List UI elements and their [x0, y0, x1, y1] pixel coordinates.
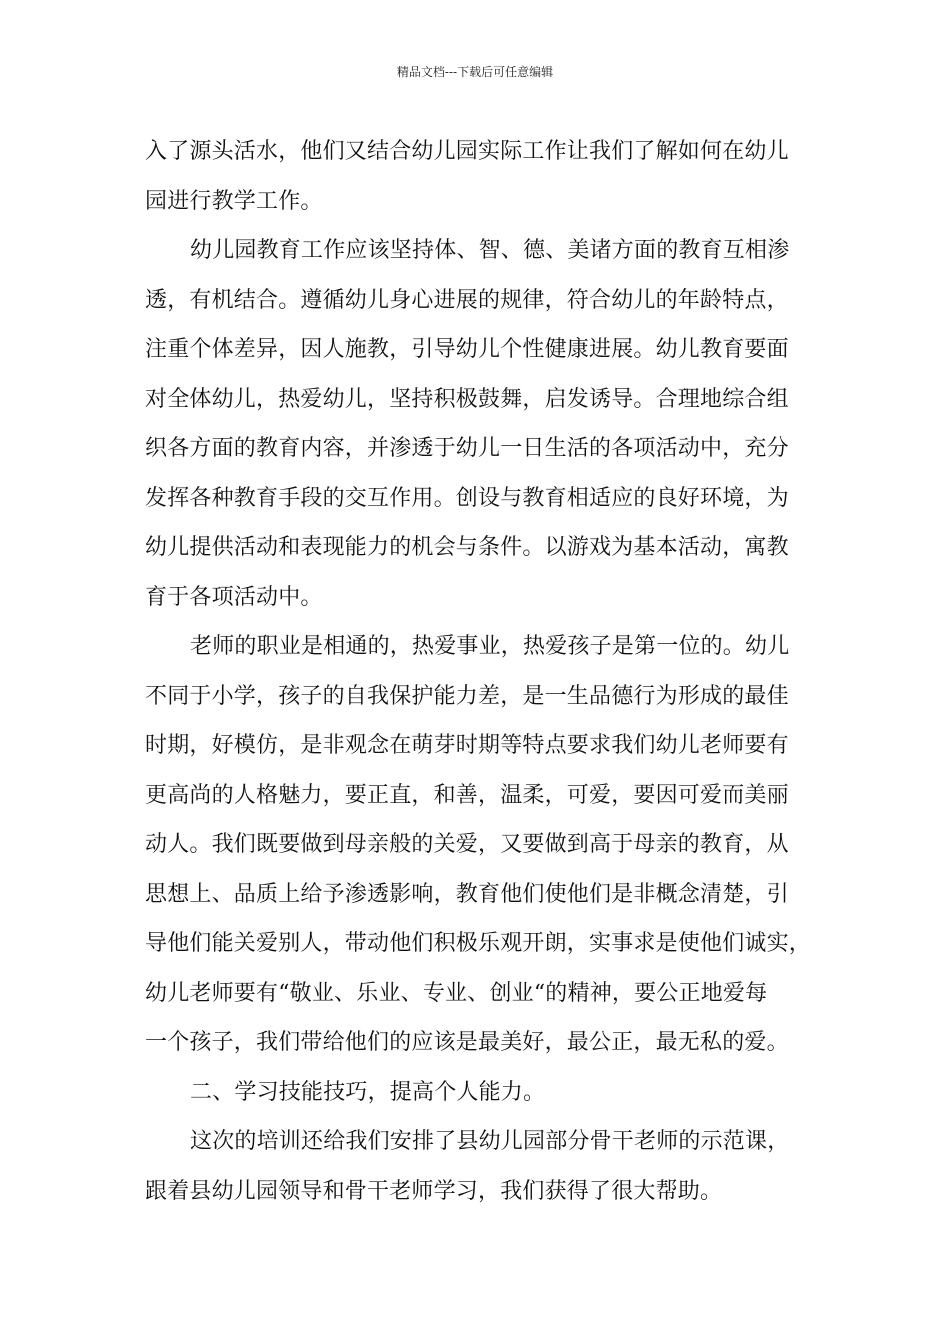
- text-line: 注重个体差异，因人施教，引导幼儿个性健康进展。幼儿教育要面: [145, 337, 789, 362]
- text-line: 老师的职业是相通的，热爱事业，热爱孩子是第一位的。幼儿: [190, 634, 790, 659]
- text-line: 对全体幼儿，热爱幼儿，坚持积极鼓舞，启发诱导。合理地综合组: [145, 386, 789, 412]
- text-line: 发挥各种教育手段的交互作用。创设与教育相适应的良好环境，为: [145, 485, 789, 511]
- document-body: [145, 127, 812, 1216]
- text-line: 幼儿老师要有“敬业、乐业、专业、创业“的精神，要公正地爱每: [145, 980, 768, 1006]
- text-line: 一个孩子，我们带给他们的应该是最美好，最公正，最无私的爱。: [145, 1030, 789, 1055]
- section-heading: 二、学习技能技巧，提高个人能力。: [190, 1079, 546, 1105]
- text-line: 不同于小学，孩子的自我保护能力差，是一生品德行为形成的最佳: [145, 683, 789, 709]
- text-line: 透，有机结合。遵循幼儿身心进展的规律，符合幼儿的年龄特点，: [145, 287, 789, 313]
- text-line: 动人。我们既要做到母亲般的关爱，又要做到高于母亲的教育，从: [145, 832, 789, 857]
- text-line: 幼儿园教育工作应该坚持体、智、德、美诸方面的教育互相渗: [190, 238, 790, 263]
- text-line: 幼儿提供活动和表现能力的机会与条件。以游戏为基本活动，寓教: [145, 535, 789, 560]
- text-line: 思想上、品质上给予渗透影响，教育他们使他们是非概念清楚，引: [145, 881, 789, 907]
- text-line: 跟着县幼儿园领导和骨干老师学习，我们获得了很大帮助。: [145, 1178, 723, 1204]
- page-header: 精品文档---下载后可任意编辑: [396, 65, 554, 79]
- text-line: 时期，好模仿，是非观念在萌芽时期等特点要求我们幼儿老师要有: [145, 733, 789, 758]
- text-line: 导他们能关爱别人，带动他们积极乐观开朗，实事求是使他们诚实，: [145, 931, 812, 956]
- text-line: 园进行教学工作。: [145, 188, 323, 214]
- text-line: 这次的培训还给我们安排了县幼儿园部分骨干老师的示范课，: [190, 1129, 790, 1154]
- text-line: 织各方面的教育内容，并渗透于幼儿一日生活的各项活动中，充分: [145, 436, 789, 461]
- text-line: 育于各项活动中。: [145, 584, 323, 610]
- text-line: 更高尚的人格魅力，要正直，和善，温柔，可爱，要因可爱而美丽: [145, 782, 789, 808]
- text-line: 入了源头活水，他们又结合幼儿园实际工作让我们了解如何在幼儿: [145, 139, 789, 164]
